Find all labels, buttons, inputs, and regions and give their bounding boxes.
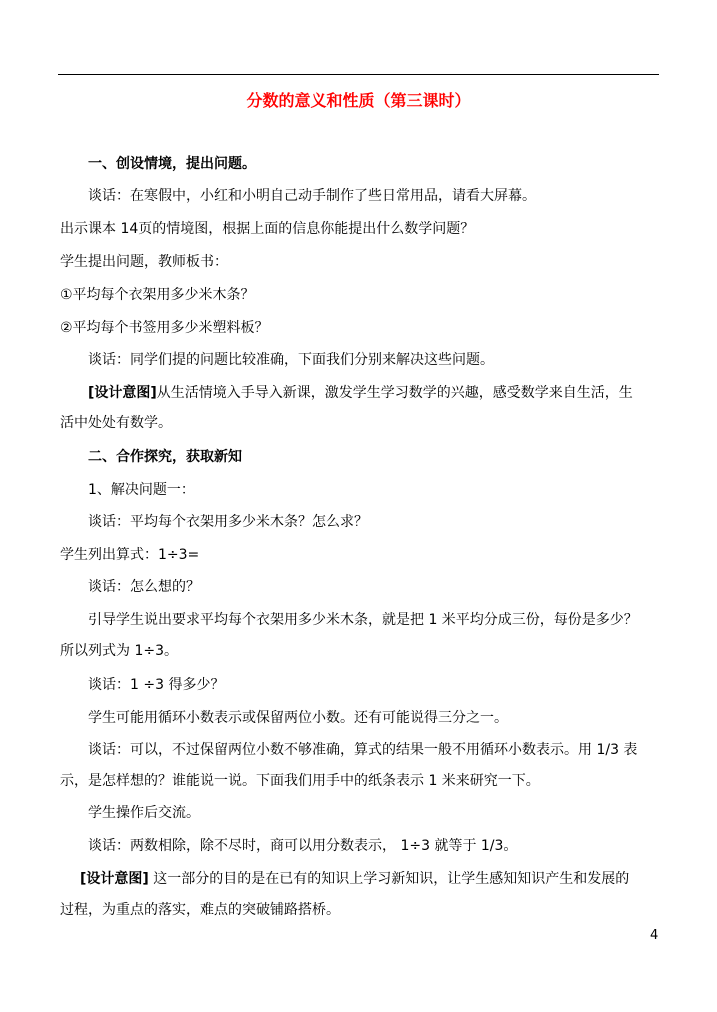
page-number: 4 [650, 928, 659, 943]
paragraph-line: 学生可能用循环小数表示或保留两位小数。还有可能说得三分之一。 [88, 710, 508, 726]
design-intent-line [88, 383, 660, 403]
paragraph-line: 过程，为重点的落实，难点的突破铺路搭桥。 [60, 902, 340, 918]
question-item-1: ①平均每个衣架用多少米木条？ [60, 287, 255, 303]
paragraph-line: 活中处处有数学。 [60, 415, 172, 431]
paragraph-line: 学生提出问题，教师板书： [60, 254, 228, 270]
paragraph-line: 所以列式为 1÷3。 [60, 643, 178, 659]
paragraph-line: 谈话：怎么想的？ [88, 579, 200, 595]
page-title: 分数的意义和性质（第三课时） [246, 91, 471, 110]
paragraph-line: 示，是怎样想的？谁能说一说。下面我们用手中的纸条表示 1 米来研究一下。 [60, 773, 540, 789]
paragraph-line: 谈话：同学们提的问题比较准确，下面我们分别来解决这些问题。 [88, 352, 494, 368]
paragraph-line: 谈话：两数相除，除不尽时，商可以用分数表示， 1÷3 就等于 1/3。 [88, 838, 518, 854]
section-heading-1: 一、创设情境，提出问题。 [88, 156, 256, 172]
paragraph-line: 谈话：可以，不过保留两位小数不够准确，算式的结果一般不用循环小数表示。用 1/3 表 [88, 742, 638, 758]
design-intent-text: 这一部分的目的是在已有的知识上学习新知识，让学生感知知识产生和发展的 [148, 871, 630, 887]
paragraph-line: 学生操作后交流。 [88, 805, 200, 821]
paragraph-line: 1、解决问题一： [88, 482, 195, 498]
design-intent-tag: [设计意图] [80, 871, 149, 887]
paragraph-line: 谈话：在寒假中，小红和小明自己动手制作了些日常用品，请看大屏幕。 [88, 188, 536, 204]
paragraph-line: 出示课本 14页的情境图，根据上面的信息你能提出什么数学问题？ [60, 221, 475, 237]
paragraph-line: 谈话：平均每个衣架用多少米木条？怎么求？ [88, 514, 368, 530]
paragraph-line: 引导学生说出要求平均每个衣架用多少米木条，就是把 1 米平均分成三份，每份是多少？ [88, 612, 638, 628]
design-intent-tag: [设计意图] [88, 385, 157, 401]
header-rule [58, 74, 659, 75]
design-intent-line [80, 869, 660, 889]
section-heading-2: 二、合作探究，获取新知 [88, 449, 242, 465]
paragraph-line: 谈话：1 ÷3 得多少？ [88, 677, 225, 693]
question-item-2: ②平均每个书签用多少米塑料板？ [60, 320, 269, 336]
paragraph-line: 学生列出算式：1÷3= [60, 547, 200, 563]
design-intent-text: 从生活情境入手导入新课，激发学生学习数学的兴趣，感受数学来自生活，生 [156, 385, 633, 401]
